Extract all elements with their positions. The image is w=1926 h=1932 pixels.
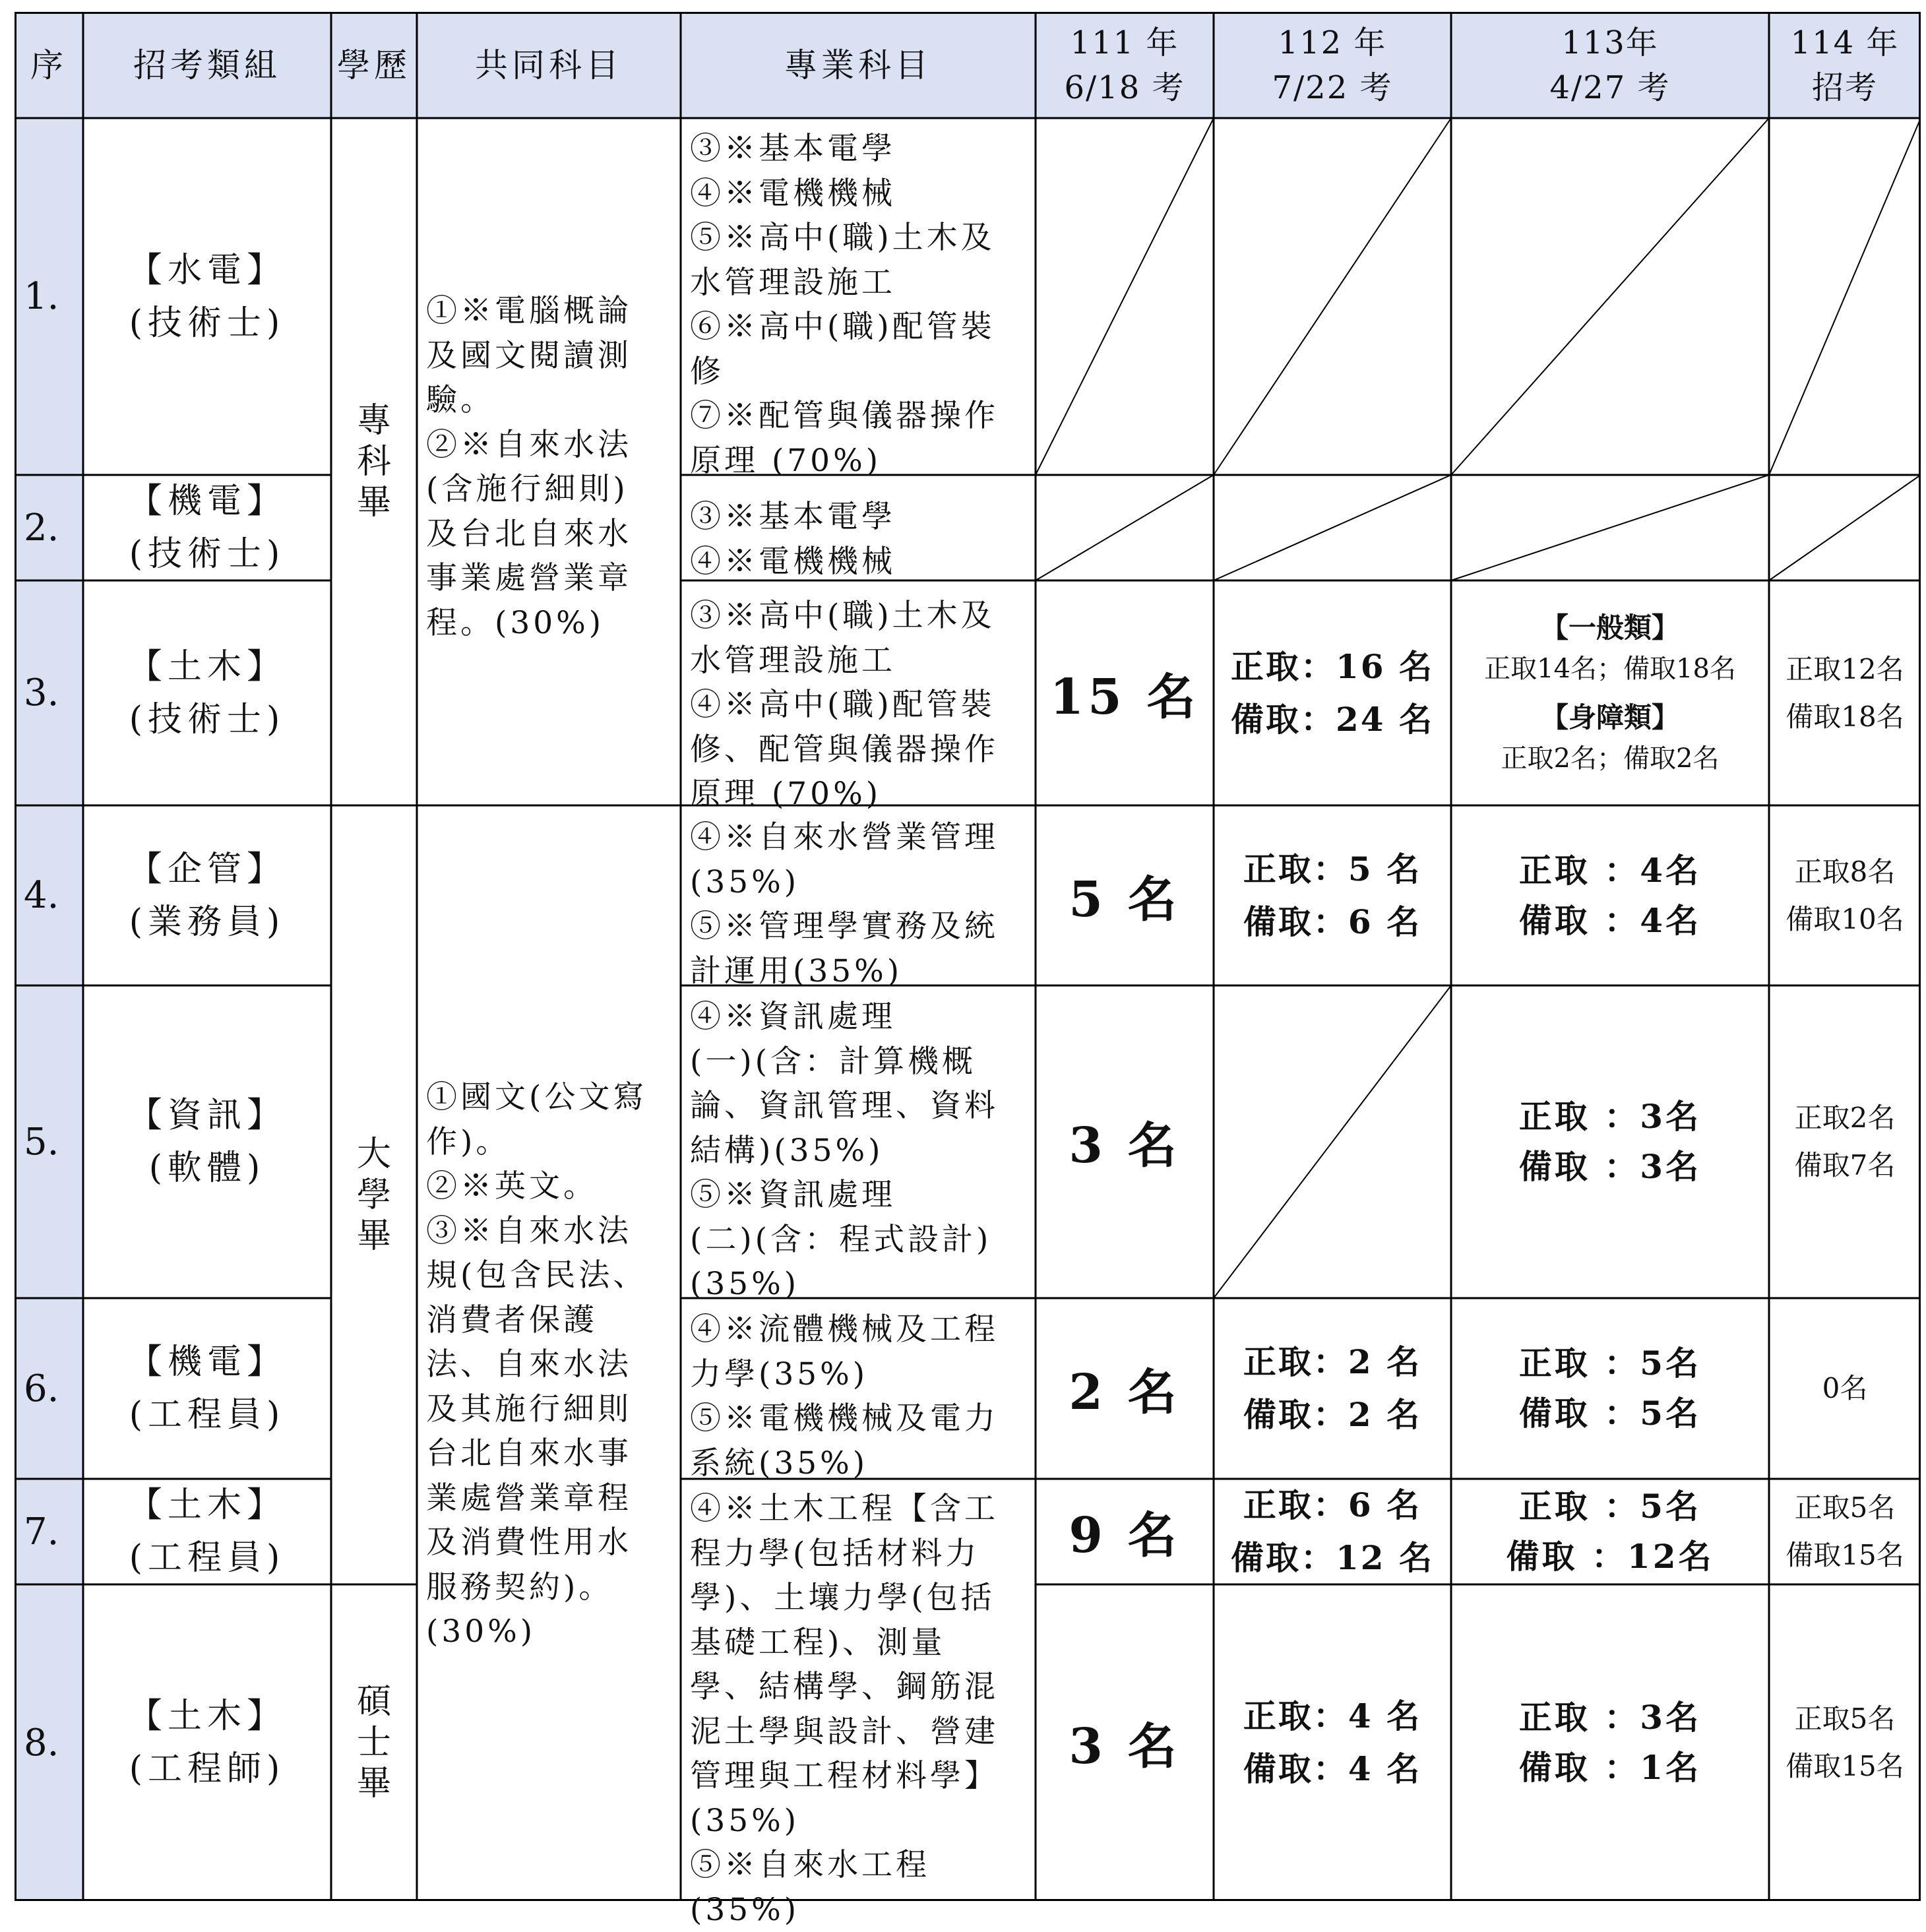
y111-row-6: 2 名 [1069, 1364, 1181, 1421]
y113-general-result: 正取14名；備取18名 [1484, 653, 1736, 684]
row-category-1: 【水電】 (技術士) [127, 250, 286, 343]
row-category-8: 【土木】 (工程師) [127, 1697, 286, 1789]
professional-subjects-6: ④※流體機械及工程 力學(35%) ⑤※電機機械及電力 系統(35%) [690, 1311, 999, 1481]
y114-row-5: 正取2名 備取7名 [1794, 1102, 1896, 1181]
row-seq-2: 2. [24, 506, 59, 549]
professional-subjects-4: ④※自來水營業管理 (35%) ⑤※管理學實務及統 計運用(35%) [690, 819, 999, 989]
professional-subjects-2: ③※基本電學 ④※電機機械 [690, 499, 896, 580]
y111-row-7: 9 名 [1069, 1507, 1181, 1564]
header-year-114: 114 年 招考 [1790, 24, 1900, 106]
y112-row-4: 正取：5 名 備取：6 名 [1243, 849, 1422, 941]
header-category: 招考類組 [133, 46, 281, 84]
y112-row-7: 正取：6 名 備取：12 名 [1231, 1485, 1434, 1577]
row-seq-6: 6. [24, 1367, 59, 1410]
y113-row-3 [1451, 580, 1769, 805]
header-common-subjects: 共同科目 [475, 46, 623, 84]
empty-cell-diagonal [1769, 475, 1921, 580]
row-seq-4: 4. [24, 874, 59, 917]
education-master: 碩 士 畢 [356, 1682, 391, 1803]
header-education: 學歷 [337, 46, 411, 84]
empty-cell-diagonal [1451, 118, 1769, 475]
y113-general-title: 【一般類】 [1540, 611, 1679, 644]
y113-row-8: 正取 ：3名 備取 ：1名 [1518, 1698, 1702, 1787]
y113-row-6: 正取 ：5名 備取 ：5名 [1518, 1344, 1702, 1433]
row-seq-1: 1. [24, 275, 59, 318]
row-seq-8: 8. [24, 1721, 59, 1764]
y111-row-8: 3 名 [1069, 1718, 1181, 1775]
professional-subjects-3: ③※高中(職)土木及 水管理設施工 ④※高中(職)配管裝 修、配管與儀器操作 原理 (70%) [690, 598, 999, 812]
professional-subjects-civil: ④※土木工程【含工 程力學(包括材料力 學)、土壤力學(包括 基礎工程)、測量 學、結構學、鋼筋混 泥土學與設計、營建 管理與工程材料學】 (35%) ⑤※自來水工程(35%) [690, 1491, 999, 1928]
row-category-3: 【土木】 (技術士) [127, 646, 286, 739]
row-seq-3: 3. [24, 671, 59, 714]
row-seq-5: 5. [24, 1120, 59, 1164]
y112-row-8: 正取：4 名 備取：4 名 [1243, 1697, 1422, 1788]
common-subjects-technician: ①※電腦概論 及國文閱讀測 驗。 ②※自來水法 (含施行細則) 及台北自來水 事業處營業章 程。(30%) [426, 293, 632, 641]
y113-row-7: 正取 ：5名 備取 ：12名 [1506, 1487, 1714, 1576]
row-category-4: 【企管】 (業務員) [127, 849, 286, 942]
y114-row-7: 正取5名 備取15名 [1786, 1491, 1904, 1571]
row-category-2: 【機電】 (技術士) [127, 482, 286, 574]
y111-row-3: 15 名 [1049, 668, 1200, 726]
common-subjects-university: ①國文(公文寫 作)。 ②※英文。 ③※自來水法 規(包含民法、 消費者保護 法、自來水法 及其施行細則 台北自來水事 業處營業章程 及消費性用水 服務契約)。 (30%) [426, 1079, 648, 1650]
education-junior-college: 專 科 畢 [356, 401, 391, 522]
y114-row-4: 正取8名 備取10名 [1786, 855, 1904, 935]
y114-row-3: 正取12名 備取18名 [1786, 652, 1904, 733]
empty-cell-diagonal [1214, 475, 1451, 580]
row-category-5: 【資訊】 (軟體) [127, 1096, 286, 1188]
empty-cell-diagonal [1451, 475, 1769, 580]
header-professional-subjects: 專業科目 [784, 46, 932, 84]
y113-disabled-result: 正取2名；備取2名 [1501, 743, 1720, 774]
header-year-111: 111 年 6/18 考 [1064, 24, 1185, 106]
empty-cell-diagonal [1036, 475, 1214, 580]
header-year-112: 112 年 7/22 考 [1272, 24, 1393, 106]
y114-row-8: 正取5名 備取15名 [1786, 1702, 1904, 1782]
y114-row-6: 0名 [1822, 1372, 1868, 1404]
y111-row-4: 5 名 [1069, 871, 1181, 928]
header-seq: 序 [30, 46, 67, 84]
professional-subjects-1: ③※基本電學 ④※電機機械 ⑤※高中(職)土木及 水管理設施工 ⑥※高中(職)配管裝 修 ⑦※配管與儀器操作 原理 (70%) [690, 131, 999, 479]
row-category-7: 【土木】 (工程員) [127, 1485, 286, 1578]
row-seq-7: 7. [24, 1510, 59, 1553]
recruitment-table [15, 12, 1921, 1928]
empty-cell-diagonal [1036, 118, 1214, 475]
y111-row-5: 3 名 [1069, 1117, 1181, 1174]
header-year-113: 113年 4/27 考 [1549, 24, 1671, 106]
professional-subjects-5: ④※資訊處理 (一)(含：計算機概 論、資訊管理、資料 結構)(35%) ⑤※資訊處理 (二)(含：程式設計) (35%) [690, 999, 999, 1302]
education-university: 大 學 畢 [356, 1134, 391, 1256]
empty-cell-diagonal [1214, 118, 1451, 475]
y112-row-6: 正取：2 名 備取：2 名 [1243, 1342, 1422, 1434]
y113-row-5: 正取 ：3名 備取 ：3名 [1518, 1097, 1702, 1186]
empty-cell-diagonal [1214, 985, 1451, 1298]
row-category-6: 【機電】 (工程員) [127, 1342, 286, 1435]
y113-row-4: 正取 ：4名 備取 ：4名 [1518, 850, 1702, 940]
y112-row-3: 正取：16 名 備取：24 名 [1231, 646, 1434, 739]
y113-disabled-title: 【身障類】 [1540, 701, 1679, 733]
empty-cell-diagonal [1769, 118, 1921, 475]
